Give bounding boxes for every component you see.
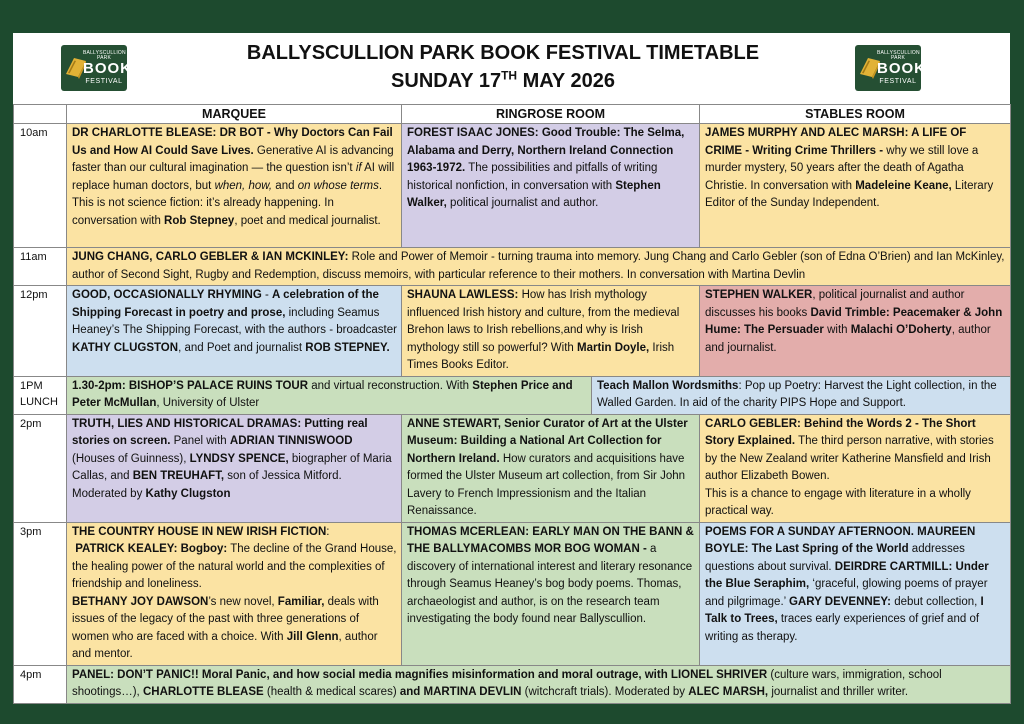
header-row <box>14 105 1011 124</box>
event-text: The decline of the Grand House, the healing power of the natural world and the complexities of friendship and loneliness. <box>72 543 397 590</box>
event-title: ANNE STEWART, Senior Curator of Art at the Ulster Museum: Building a National Art Collection for Northern Ireland. <box>407 417 688 465</box>
row-12pm <box>14 286 1011 377</box>
event-text: Panel with <box>170 435 230 447</box>
event-cell-ringrose-2pm <box>402 414 700 522</box>
event-text-italic: when, how, <box>214 179 273 192</box>
event-text: a discovery of international interest and literary resonance through Seamus Heaney’s bog body poems. Thomas, archaeologist and author, is on the research team investigating the body found near Ballyscullion. <box>407 543 693 625</box>
column-header-marquee: MARQUEE <box>67 105 402 124</box>
event-cell-ringrose-12pm <box>402 286 700 377</box>
event-cell-marquee-2pm <box>67 414 402 522</box>
column-header-ringrose: RINGROSE ROOM <box>402 105 700 124</box>
header <box>13 33 1010 104</box>
festival-logo-left <box>61 45 132 91</box>
event-subtitle: A celebration of the Shipping Forecast in poetry and prose, <box>72 289 379 319</box>
event-text: , author and mentor. <box>72 630 378 660</box>
time-label: 11am <box>14 248 67 286</box>
event-moderator: ALEC MARSH, <box>688 686 769 698</box>
event-guest: and MARTINA DEVLIN <box>399 686 522 698</box>
event-title: PANEL: DON’T PANIC!! Moral Panic, and how social media magnifies misinformation and moral outrage, with LIONEL SHRIVER <box>72 668 768 681</box>
row-4pm <box>14 665 1011 703</box>
event-text: , University of Ulster <box>156 397 260 409</box>
time-label: 12pm <box>14 286 67 377</box>
event-text: (Houses of Guinness), <box>72 452 190 465</box>
title-date-pre: SUNDAY 17 <box>391 70 502 92</box>
event-title: GOOD, OCCASIONALLY RHYMING <box>72 289 262 301</box>
festival-logo-right <box>855 45 926 91</box>
event-guest: DEIRDRE CARTMILL: Under the Blue Seraphim, <box>705 560 989 590</box>
event-guest: BETHANY JOY DAWSON <box>72 595 209 608</box>
event-text: biographer of Maria Callas, and <box>72 452 392 482</box>
logo-text-ballyscullion: BALLYSCULLION <box>877 50 920 56</box>
column-header-stables: STABLES ROOM <box>700 105 1011 124</box>
event-title: FOREST ISAAC JONES: Good Trouble: The Selma, Alabama and Derry, Northern Ireland Connection 1963-1972. <box>407 127 685 174</box>
page-title <box>153 39 853 95</box>
event-moderator: Stephen Walker, <box>407 179 661 209</box>
event-text: , and Poet and journalist <box>178 341 306 354</box>
event-text: (culture wars, immigration, school shootings…), <box>72 668 942 698</box>
event-cell-1pm-tour <box>67 376 592 414</box>
time-label-1pm: 1PM <box>20 379 43 392</box>
event-text: : Pop up Poetry: Harvest the Light collection, in the Walled Garden. In aid of the charity PIPS Hope and Support. <box>597 379 997 409</box>
logo-text-festival: FESTIVAL <box>879 78 917 85</box>
event-cell-marquee-12pm <box>67 286 402 377</box>
event-text: and <box>272 179 298 192</box>
event-text-italic: on whose terms <box>297 179 379 192</box>
event-text: - <box>261 289 273 301</box>
event-cell-stables-12pm <box>700 286 1011 377</box>
event-text: How curators and acquisitions have formed the Ulster Museum art collection, from Sir John Lavery to French Impressionism and the Italian Renaissance. <box>407 452 686 517</box>
event-book-titles: David Trimble: Peacemaker & John Hume: The Persuader <box>705 306 1003 336</box>
event-title: TRUTH, LIES AND HISTORICAL DRAMAS: Putting real stories on screen. <box>72 417 368 447</box>
event-guest: LYNDSY SPENCE, <box>189 452 289 465</box>
event-text: why we still love a murder mystery, 50 years after the death of Agatha Christie. In conversation with <box>705 144 979 192</box>
event-guest: GARY DEVENNEY: <box>788 595 892 608</box>
event-title: STEPHEN WALKER <box>705 289 813 301</box>
event-text: with <box>823 324 851 336</box>
event-guest: PATRICK KEALEY: Bogboy: <box>75 543 228 555</box>
event-text: (health & medical scares) <box>263 686 400 698</box>
event-moderator: Jill Glenn <box>286 630 339 643</box>
time-label: 2pm <box>14 414 67 522</box>
event-text: ’s new novel, <box>208 595 278 608</box>
event-title: THOMAS MCERLEAN: EARLY MAN ON THE BANN & THE BALLYMACOMBS MOR BOG WOMAN - <box>407 525 694 555</box>
event-cell-marquee-3pm <box>67 522 402 665</box>
event-text: ‘graceful, glowing poems of prayer and pilgrimage.’ <box>705 578 988 608</box>
event-text: Irish Times Books Editor. <box>407 341 675 371</box>
event-title: JUNG CHANG, CARLO GEBLER & IAN MCKINLEY: <box>72 251 349 263</box>
event-text: deals with issues of the legacy of the past with three generations of women who are faced with a choice. With <box>72 595 379 643</box>
row-2pm <box>14 414 1011 522</box>
event-text: How has Irish mythology influenced Irish history and culture, from the medieval Brehon laws to Irish rebellions,and why is Irish mythology still so powerful? With <box>407 289 680 354</box>
event-cell-4pm <box>67 665 1011 703</box>
time-label: 4pm <box>14 665 67 703</box>
row-1pm-lunch <box>14 376 1011 414</box>
event-cell-marquee-10am <box>67 124 402 248</box>
event-cell-ringrose-10am <box>402 124 700 248</box>
title-line-1: BALLYSCULLION PARK BOOK FESTIVAL TIMETABLE <box>246 42 760 64</box>
event-title: JAMES MURPHY AND ALEC MARSH: A LIFE OF CRIME - Writing Crime Thrillers - <box>705 127 967 157</box>
event-text: : <box>326 525 330 538</box>
row-3pm <box>14 522 1011 665</box>
event-text: debut collection, <box>891 595 981 608</box>
event-cell-ringrose-3pm <box>402 522 700 665</box>
event-text: , author and journalist. <box>705 324 991 354</box>
time-label <box>14 376 67 414</box>
time-column-header <box>14 105 67 124</box>
event-text: addresses questions about survival. <box>705 543 965 573</box>
event-cell-11am <box>67 248 1011 286</box>
event-book-title: Familiar, <box>277 595 325 608</box>
event-text: , poet and medical journalist. <box>234 214 381 227</box>
event-guest: KATHY CLUGSTON <box>72 341 179 354</box>
event-title: THE COUNTRY HOUSE IN NEW IRISH FICTION <box>72 525 327 538</box>
event-guest: CHARLOTTE BLEASE <box>142 686 264 698</box>
event-moderator: Rob Stepney <box>164 214 235 227</box>
event-cell-stables-2pm <box>700 414 1011 522</box>
event-guest: ADRIAN TINNISWOOD <box>229 435 353 447</box>
event-text: Literary Editor of the Sunday Independent. <box>705 179 994 209</box>
logo-text-book: BOOK <box>877 60 926 77</box>
event-text: . This is not science fiction: it’s already happening. In conversation with <box>72 179 383 227</box>
event-guest: BEN TREUHAFT, <box>132 470 225 482</box>
event-text: journalist and thriller writer. <box>768 686 909 698</box>
event-text: (witchcraft trials). Moderated by <box>521 686 689 698</box>
event-moderator: Madeleine Keane, <box>855 179 952 192</box>
logo-text-book: BOOK <box>83 60 132 77</box>
time-label-lunch: LUNCH <box>20 395 58 408</box>
event-text: , political journalist and author discusses his books <box>705 289 965 319</box>
time-label: 10am <box>14 124 67 248</box>
title-date-post: MAY 2026 <box>517 70 615 92</box>
event-moderator: Martin Doyle, <box>577 341 650 354</box>
event-text: Role and Power of Memoir - turning trauma into memory. Jung Chang and Carlo Gebler (son of Edna O’Brien) and Ian McKinley, author of Second Sight, Rugby and Redemption, discuss memoirs, with particular reference to their mothers. In conversation with Martina Devlin <box>72 251 1005 281</box>
event-moderator: Malachi O’Doherty <box>850 324 952 336</box>
event-cell-stables-3pm <box>700 522 1011 665</box>
event-title: DR CHARLOTTE BLEASE: DR BOT - Why Doctors Can Fail Us and How AI Could Save Lives. <box>72 127 393 157</box>
event-text: Generative AI is advancing faster than our cultural imagination — the question isn’t <box>72 144 394 174</box>
row-11am <box>14 248 1011 286</box>
event-text: and virtual reconstruction. With <box>308 379 473 392</box>
title-date-sup: TH <box>501 68 518 83</box>
event-text: The third person narrative, with stories by the New Zealand writer Katherine Mansfield and Irish author Elizabeth Bowen. <box>705 435 994 482</box>
event-text: son of Jessica Mitford. Moderated by <box>72 470 342 500</box>
event-guide: Stephen Price and Peter McMullan <box>72 379 573 409</box>
event-book-title: I Talk to Trees, <box>705 595 984 625</box>
logo-text-park: PARK <box>96 55 112 61</box>
event-text: political journalist and author. <box>446 197 599 209</box>
event-text: The possibilities and pitfalls of writing historical nonfiction, in conversation with <box>407 162 658 192</box>
time-label: 3pm <box>14 522 67 665</box>
event-guest: ROB STEPNEY. <box>305 341 390 354</box>
logo-text-park: PARK <box>890 55 906 61</box>
event-text: including Seamus Heaney’s The Shipping Forecast, with the authors - broadcaster <box>72 306 397 336</box>
event-title: SHAUNA LAWLESS: <box>407 289 519 301</box>
logo-text-ballyscullion: BALLYSCULLION <box>83 50 126 56</box>
event-text: traces early experiences of grief and of writing as therapy. <box>705 613 980 643</box>
timetable-sheet <box>13 33 1010 698</box>
event-title: CARLO GEBLER: Behind the Words 2 - The Short Story Explained. <box>705 417 976 447</box>
event-moderator: Kathy Clugston <box>145 487 231 500</box>
title-line-2 <box>153 67 853 95</box>
event-text: AI will replace human doctors, but <box>72 162 395 192</box>
event-cell-1pm-poetry <box>592 376 1011 414</box>
event-cell-stables-10am <box>700 124 1011 248</box>
event-title: POEMS FOR A SUNDAY AFTERNOON. MAUREEN BOYLE: The Last Spring of the World <box>705 525 976 555</box>
event-title: Teach Mallon Wordsmiths <box>597 379 739 392</box>
event-title: 1.30-2pm: BISHOP’S PALACE RUINS TOUR <box>72 379 309 392</box>
row-10am <box>14 124 1011 248</box>
event-text-italic: if <box>355 162 362 174</box>
event-text: This is a chance to engage with literature in a wholly practical way. <box>705 487 971 517</box>
timetable <box>13 104 1011 704</box>
logo-text-festival: FESTIVAL <box>85 78 123 85</box>
